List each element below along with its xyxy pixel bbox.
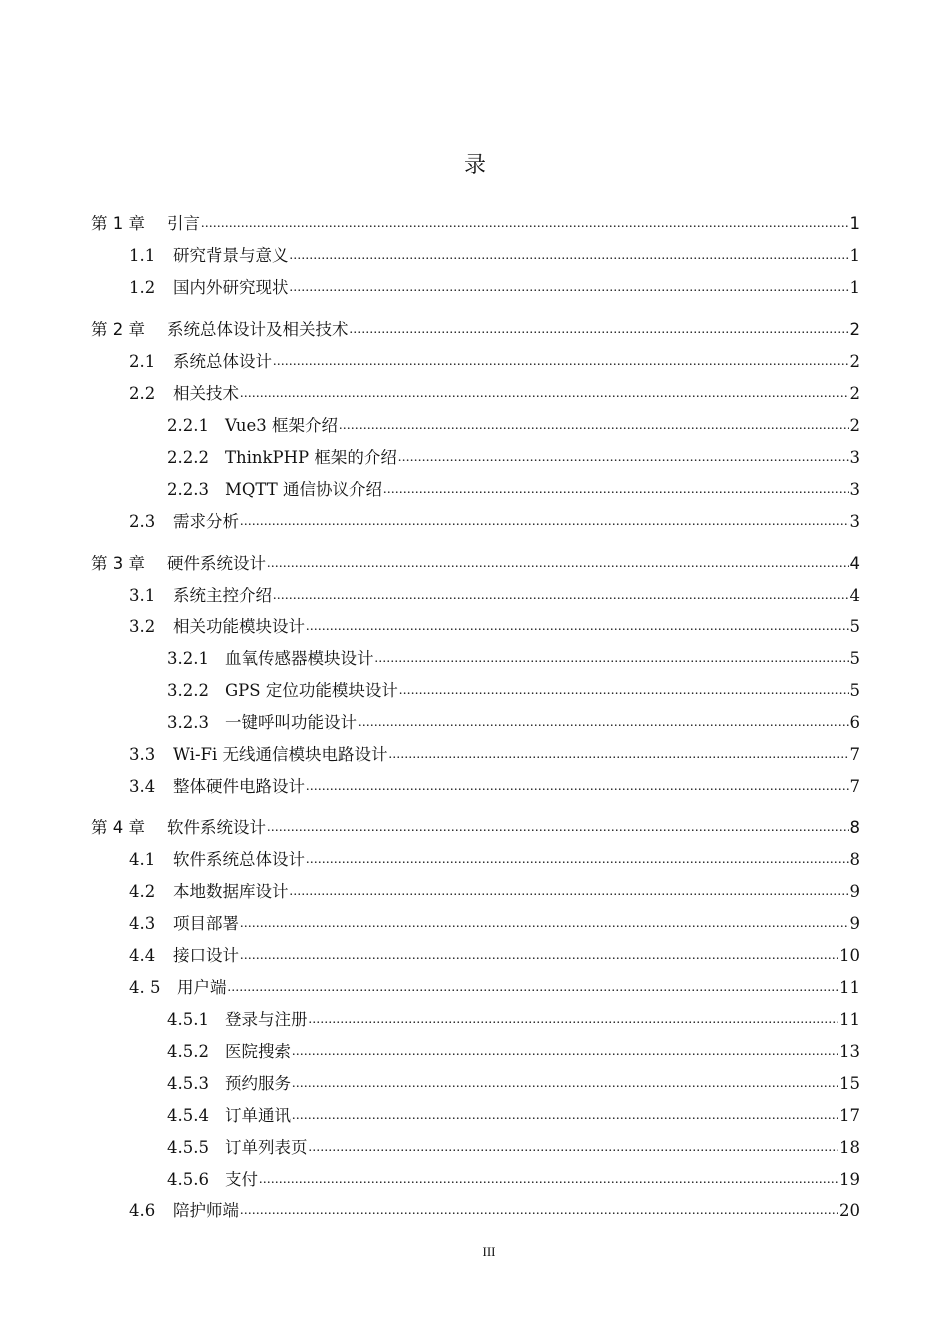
toc-dot-leader [292, 1073, 838, 1089]
toc-entry-title: 相关功能模块设计 [173, 617, 305, 636]
toc-section-entry[interactable] [167, 444, 860, 468]
toc-dot-leader [389, 744, 849, 760]
toc-dot-leader [339, 415, 849, 431]
toc-section-entry[interactable] [129, 942, 860, 966]
toc-entry-page: 6 [849, 713, 860, 732]
toc-entry-page: 5 [849, 649, 860, 668]
toc-entry-number: 4.5.5 [167, 1138, 209, 1157]
toc-section-entry[interactable] [129, 974, 860, 998]
toc-entry-page: 2 [849, 384, 860, 403]
toc-entry-page: 9 [849, 882, 860, 901]
toc-dot-leader [306, 849, 849, 865]
toc-chapter-entry[interactable] [91, 814, 860, 838]
toc-entry-page: 20 [839, 1201, 860, 1220]
toc-entry-page: 7 [849, 777, 860, 796]
toc-entry-page: 1 [849, 278, 860, 297]
toc-entry-number: 4.6 [129, 1201, 156, 1220]
toc-dot-leader [350, 319, 849, 335]
toc-section-entry[interactable] [167, 1134, 860, 1158]
toc-entry-page: 1 [849, 246, 860, 265]
toc-entry-number: 4.3 [129, 914, 156, 933]
toc-entry-title: 整体硬件电路设计 [173, 777, 305, 796]
toc-entry-page: 7 [849, 745, 860, 764]
toc-entry-title: 预约服务 [225, 1074, 291, 1093]
toc-dot-leader [267, 817, 849, 833]
toc-entry-title: 用户端 [177, 978, 227, 997]
toc-section-entry[interactable] [167, 645, 860, 669]
toc-entry-number: 4.5.3 [167, 1074, 209, 1093]
toc-entry-number: 4. 5 [129, 978, 161, 997]
toc-dot-leader [228, 977, 839, 993]
toc-dot-leader [292, 1041, 838, 1057]
toc-entry-page: 17 [839, 1106, 860, 1125]
toc-dot-leader [267, 553, 849, 569]
toc-entry-page: 5 [849, 617, 860, 636]
toc-entry-title: 一键呼叫功能设计 [225, 713, 357, 732]
toc-dot-leader [240, 383, 849, 399]
toc-entry-title: 订单通讯 [225, 1106, 291, 1125]
toc-dot-leader [383, 479, 849, 495]
toc-section-entry[interactable] [167, 476, 860, 500]
toc-section-entry[interactable] [129, 1197, 860, 1221]
toc-entry-title: 相关技术 [173, 384, 239, 403]
toc-entry-number: 4.5.1 [167, 1010, 209, 1029]
toc-entry-title: 登录与注册 [225, 1010, 308, 1029]
toc-entry-title: 硬件系统设计 [167, 554, 266, 573]
toc-dot-leader [240, 511, 849, 527]
toc-entry-title: 支付 [225, 1170, 258, 1189]
toc-entry-title: GPS 定位功能模块设计 [225, 681, 398, 700]
toc-dot-leader [309, 1137, 839, 1153]
toc-chapter-entry[interactable] [91, 210, 860, 234]
toc-entry-number: 3.2 [129, 617, 156, 636]
toc-entry-number: 第 2 章 [91, 320, 145, 339]
toc-entry-number: 2.2 [129, 384, 156, 403]
toc-entry-page: 1 [849, 214, 860, 233]
toc-entry-number: 2.2.2 [167, 448, 209, 467]
toc-entry-title: Vue3 框架介绍 [225, 416, 338, 435]
toc-entry-page: 3 [849, 448, 860, 467]
toc-entry-number: 2.3 [129, 512, 156, 531]
toc-section-entry[interactable] [129, 274, 860, 298]
toc-section-entry[interactable] [129, 846, 860, 870]
toc-entry-page: 8 [849, 818, 860, 837]
toc-entry-page: 11 [839, 978, 860, 997]
toc-dot-leader [290, 277, 849, 293]
toc-entry-title: 引言 [167, 214, 200, 233]
toc-section-entry[interactable] [167, 412, 860, 436]
toc-entry-page: 2 [849, 352, 860, 371]
toc-entry-number: 4.5.4 [167, 1106, 209, 1125]
toc-entry-number: 4.1 [129, 850, 156, 869]
toc-entry-page: 4 [849, 586, 860, 605]
toc-chapter-entry[interactable] [91, 316, 860, 340]
toc-dot-leader [201, 213, 849, 229]
toc-entry-title: 系统总体设计 [173, 352, 272, 371]
toc-entry-title: MQTT 通信协议介绍 [225, 480, 382, 499]
toc-entry-page: 10 [839, 946, 860, 965]
toc-entry-page: 19 [839, 1170, 860, 1189]
toc-entry-number: 3.2.2 [167, 681, 209, 700]
toc-section-entry[interactable] [129, 508, 860, 532]
toc-entry-title: Wi-Fi 无线通信模块电路设计 [173, 745, 388, 764]
toc-entry-number: 3.3 [129, 745, 156, 764]
toc-entry-number: 1.1 [129, 246, 156, 265]
toc-section-entry[interactable] [129, 582, 860, 606]
toc-entry-title: 系统总体设计及相关技术 [167, 320, 349, 339]
toc-entry-page: 8 [849, 850, 860, 869]
toc-entry-number: 3.2.3 [167, 713, 209, 732]
toc-dot-leader [273, 585, 849, 601]
toc-section-entry[interactable] [129, 348, 860, 372]
toc-entry-title: 软件系统设计 [167, 818, 266, 837]
toc-entry-page: 11 [839, 1010, 860, 1029]
toc-entry-number: 3.2.1 [167, 649, 209, 668]
toc-entry-number: 4.5.6 [167, 1170, 209, 1189]
toc-entry-title: 研究背景与意义 [173, 246, 289, 265]
toc-dot-leader [306, 616, 849, 632]
toc-section-entry[interactable] [167, 677, 860, 701]
toc-dot-leader [399, 680, 849, 696]
toc-section-entry[interactable] [129, 878, 860, 902]
toc-title: 录 [463, 153, 486, 178]
toc-entry-number: 2.2.1 [167, 416, 209, 435]
toc-entry-title: 系统主控介绍 [173, 586, 272, 605]
toc-entry-title: 医院搜索 [225, 1042, 291, 1061]
toc-entry-title: 接口设计 [173, 946, 239, 965]
toc-entry-title: 血氧传感器模块设计 [225, 649, 374, 668]
toc-entry-title: 需求分析 [173, 512, 239, 531]
toc-section-entry[interactable] [129, 910, 860, 934]
toc-section-entry[interactable] [129, 773, 860, 797]
toc-entry-page: 18 [839, 1138, 860, 1157]
toc-dot-leader [240, 1200, 838, 1216]
toc-entry-title: 软件系统总体设计 [173, 850, 305, 869]
toc-section-entry[interactable] [167, 1166, 860, 1190]
toc-dot-leader [398, 447, 849, 463]
toc-dot-leader [292, 1105, 838, 1121]
toc-section-entry[interactable] [129, 380, 860, 404]
toc-entry-number: 第 1 章 [91, 214, 145, 233]
toc-entry-title: 陪护师端 [173, 1201, 239, 1220]
toc-entry-page: 3 [849, 480, 860, 499]
toc-dot-leader [259, 1169, 838, 1185]
toc-entry-title: 项目部署 [173, 914, 239, 933]
toc-section-entry[interactable] [129, 741, 860, 765]
toc-dot-leader [358, 712, 849, 728]
toc-entry-number: 1.2 [129, 278, 156, 297]
toc-entry-page: 4 [849, 554, 860, 573]
toc-entry-number: 3.1 [129, 586, 156, 605]
toc-dot-leader [306, 776, 849, 792]
toc-section-entry[interactable] [167, 1006, 860, 1030]
toc-entry-number: 2.1 [129, 352, 156, 371]
toc-dot-leader [290, 245, 849, 261]
toc-section-entry[interactable] [167, 1070, 860, 1094]
toc-entry-number: 第 4 章 [91, 818, 145, 837]
toc-entry-page: 3 [849, 512, 860, 531]
toc-chapter-entry[interactable] [91, 550, 860, 574]
toc-entry-number: 第 3 章 [91, 554, 145, 573]
toc-entry-number: 4.5.2 [167, 1042, 209, 1061]
toc-entry-page: 15 [839, 1074, 860, 1093]
toc-section-entry[interactable] [167, 709, 860, 733]
toc-dot-leader [273, 351, 849, 367]
toc-entry-title: ThinkPHP 框架的介绍 [225, 448, 397, 467]
toc-entry-page: 2 [849, 416, 860, 435]
toc-dot-leader [309, 1009, 839, 1025]
toc-entry-page: 5 [849, 681, 860, 700]
toc-entry-title: 本地数据库设计 [173, 882, 289, 901]
toc-entry-page: 13 [839, 1042, 860, 1061]
toc-entry-number: 2.2.3 [167, 480, 209, 499]
toc-section-entry[interactable] [167, 1102, 860, 1126]
toc-entry-number: 4.4 [129, 946, 156, 965]
toc-dot-leader [290, 881, 849, 897]
toc-dot-leader [375, 648, 849, 664]
toc-entry-title: 国内外研究现状 [173, 278, 289, 297]
toc-section-entry[interactable] [129, 613, 860, 637]
toc-entry-number: 3.4 [129, 777, 156, 796]
toc-dot-leader [240, 945, 838, 961]
toc-section-entry[interactable] [129, 242, 860, 266]
toc-entry-title: 订单列表页 [225, 1138, 308, 1157]
toc-entry-number: 4.2 [129, 882, 156, 901]
toc-entry-page: 9 [849, 914, 860, 933]
toc-section-entry[interactable] [167, 1038, 860, 1062]
toc-entry-page: 2 [849, 320, 860, 339]
page-number-footer: III [482, 1244, 496, 1259]
toc-dot-leader [240, 913, 849, 929]
